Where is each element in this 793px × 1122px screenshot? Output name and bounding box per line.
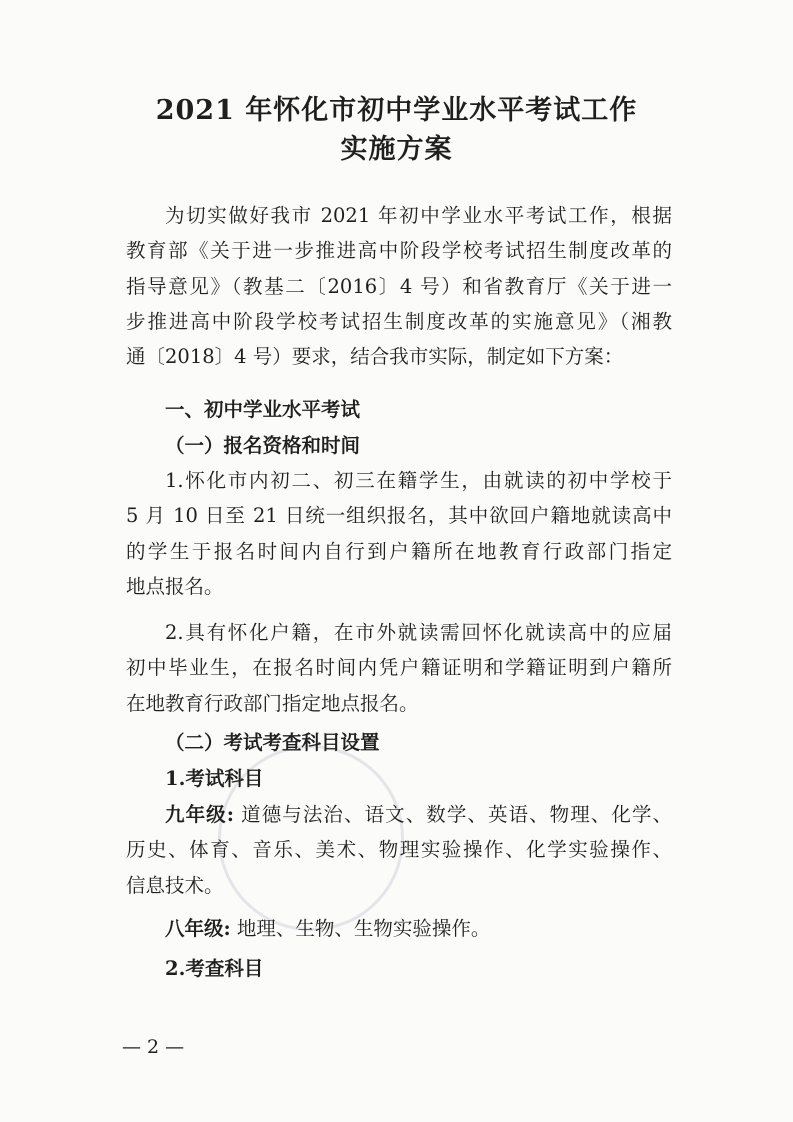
grade9-subjects: 道德与法治、语文、数学、英语、物理、化学、 <box>233 803 672 826</box>
intro-line: 步推进高中阶段学校考试招生制度改革的实施意见》（湘教 <box>126 309 672 333</box>
grade9-line: 历史、体育、音乐、美术、物理实验操作、化学实验操作、 <box>126 838 672 862</box>
item2-line: 初中毕业生，在报名时间内凭户籍证明和学籍证明到户籍所 <box>126 656 672 680</box>
intro-paragraph <box>126 198 672 374</box>
item1-paragraph <box>126 463 672 604</box>
section1-heading: 一、初中学业水平考试 <box>165 398 361 421</box>
item2-line: 在地教育行政部门指定地点报名。 <box>126 691 419 715</box>
grade9-line <box>126 797 672 832</box>
grade9-paragraph <box>126 797 672 903</box>
grade9-line: 信息技术。 <box>126 873 224 897</box>
item1-line: 地点报名。 <box>126 574 224 598</box>
document-title-line2: 实施方案 <box>340 134 453 165</box>
grade8-label: 八年级: <box>165 917 231 940</box>
check-subjects-heading: 2.考查科目 <box>165 957 264 980</box>
intro-line: 教育部《关于进一步推进高中阶段学校考试招生制度改革的 <box>126 239 672 263</box>
item2-paragraph <box>126 615 672 721</box>
exam-subjects-heading: 1.考试科目 <box>165 767 264 790</box>
item1-line: 的学生于报名时间内自行到户籍所在地教育行政部门指定 <box>126 539 672 563</box>
item1-line: 1.怀化市内初二、初三在籍学生，由就读的初中学校于 <box>165 469 672 492</box>
intro-line: 通〔2018〕4 号）要求，结合我市实际，制定如下方案： <box>126 345 624 369</box>
subsection1-heading: （一）报名资格和时间 <box>165 434 361 457</box>
grade8-subjects: 地理、生物、生物实验操作。 <box>230 917 491 940</box>
grade9-label: 九年级: <box>165 803 234 826</box>
subsection2-heading: （二）考试考查科目设置 <box>165 731 380 754</box>
page-number: — 2 — <box>122 1036 185 1058</box>
grade8-line <box>165 911 490 946</box>
item1-line: 5 月 10 日至 21 日统一组织报名，其中欲回户籍地就读高中 <box>126 504 672 528</box>
intro-line: 为切实做好我市 2021 年初中学业水平考试工作，根据 <box>165 204 672 227</box>
item2-line: 2.具有怀化户籍，在市外就读需回怀化就读高中的应届 <box>165 621 672 644</box>
document-title-line1: 2021 年怀化市初中学业水平考试工作 <box>155 95 638 126</box>
intro-line: 指导意见》（教基二〔2016〕4 号）和省教育厅《关于进一 <box>126 274 672 298</box>
